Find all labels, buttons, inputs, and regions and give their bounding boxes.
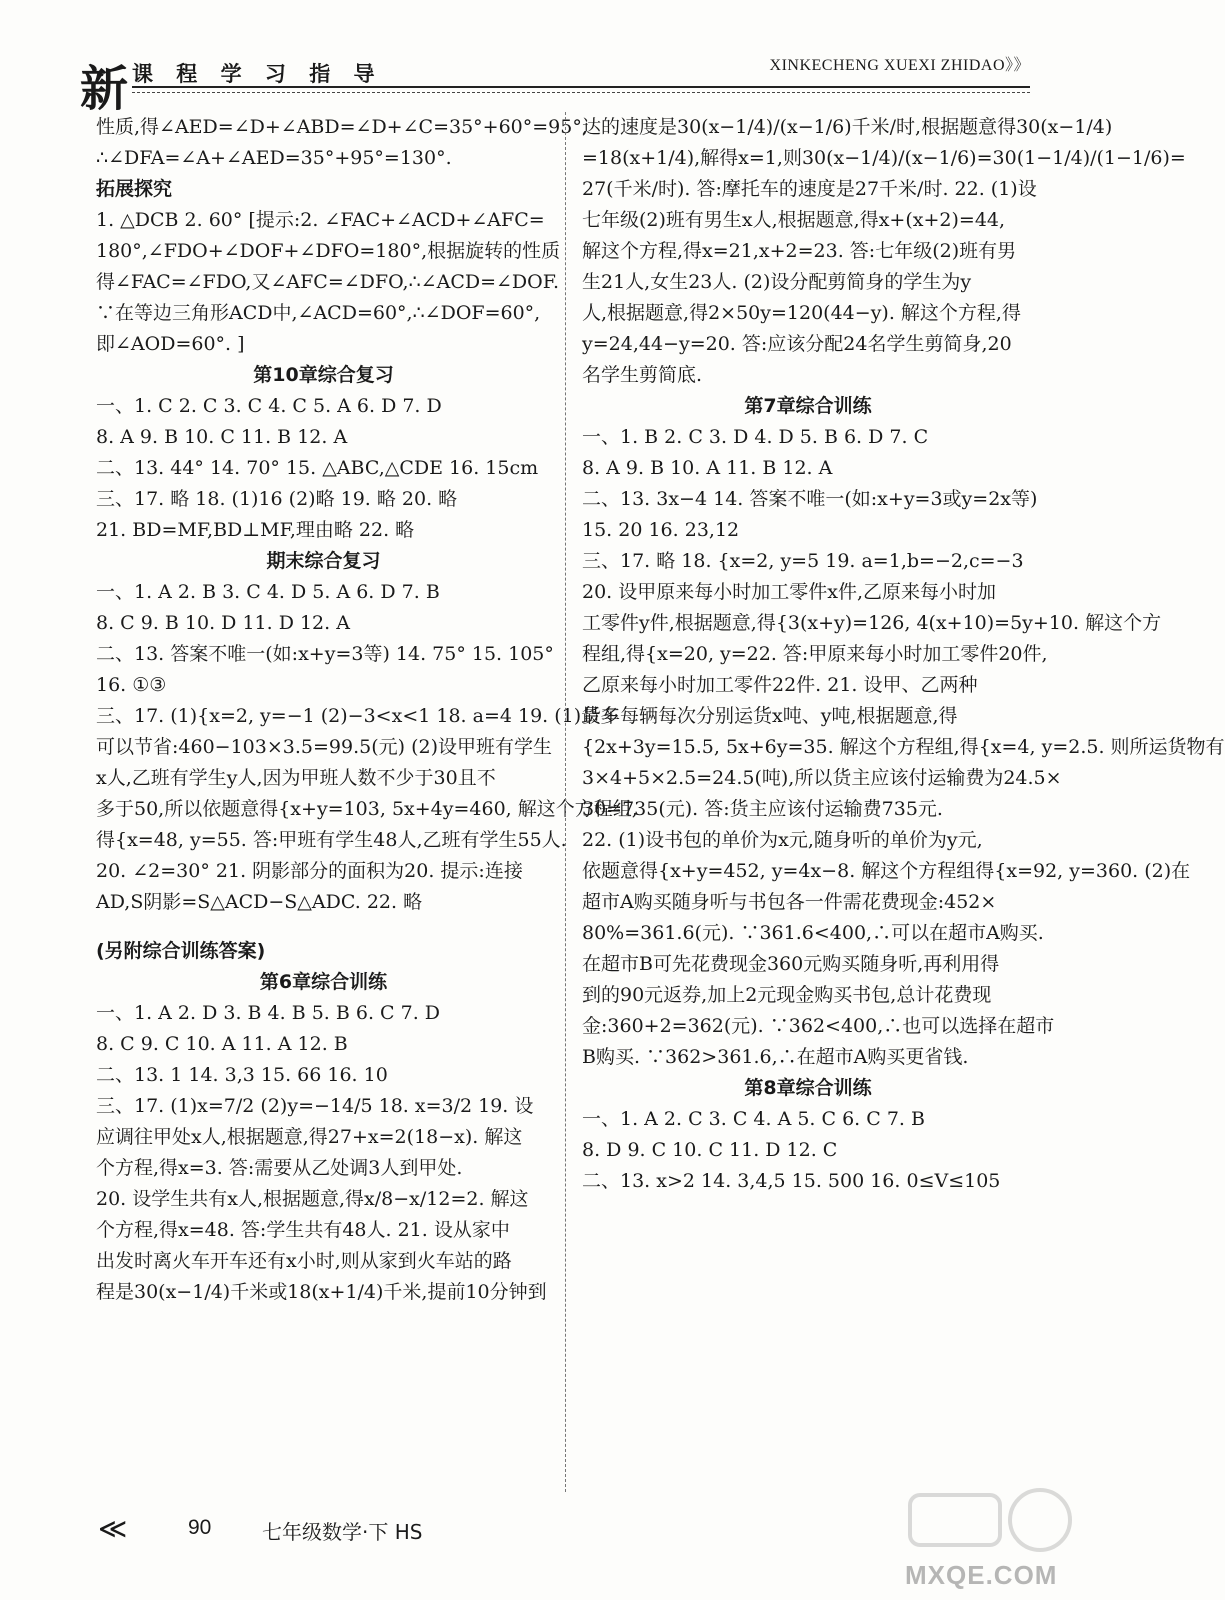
text-line: 三、17. (1){x=2, y=−1 (2)−3<x<1 18. a=4 19. (1)最多 [96,705,620,727]
text-line: 20. 设学生共有x人,根据题意,得x/8−x/12=2. 解这 [96,1188,529,1210]
section-subheading: 拓展探究 [96,178,173,200]
text-line: ∴∠DFA=∠A+∠AED=35°+95°=130°. [96,147,452,169]
text-line: 8. A 9. B 10. A 11. B 12. A [582,457,833,479]
text-line: 依题意得{x+y=452, y=4x−8. 解这个方程组得{x=92, y=360. (2)在 [582,860,1191,882]
text-line: 180°,∠FDO+∠DOF+∠DFO=180°,根据旋转的性质 [96,240,561,262]
text-line: 20. ∠2=30° 21. 阴影部分的面积为20. 提示:连接 [96,860,523,882]
header-english: XINKECHENG XUEXI ZHIDAO》》 [769,57,1030,74]
text-line: 二、13. 答案不唯一(如:x+y=3等) 14. 75° 15. 105° [96,643,554,665]
text-line: 一、1. C 2. C 3. C 4. C 5. A 6. D 7. D [96,395,442,417]
column-divider [565,112,566,1492]
text-line: ∵在等边三角形ACD中,∠ACD=60°,∴∠DOF=60°, [96,302,541,324]
section-title: 第8章综合训练 [744,1077,872,1099]
text-line: B购买. ∵362>361.6,∴在超市A购买更省钱. [582,1046,969,1068]
text-line: x人,乙班有学生y人,因为甲班人数不少于30且不 [96,767,496,789]
text-line: 名学生剪简底. [582,364,703,386]
text-line: 应调往甲处x人,根据题意,得27+x=2(18−x). 解这 [96,1126,523,1148]
text-line: 一、1. A 2. B 3. C 4. D 5. A 6. D 7. B [96,581,440,603]
text-line: 二、13. 3x−4 14. 答案不唯一(如:x+y=3或y=2x等) [582,488,1038,510]
header-title: 课 程 学 习 指 导 [132,62,383,86]
text-line: 生21人,女生23人. (2)设分配剪简身的学生为y [582,271,972,293]
text-line: 乙原来每小时加工零件22件. 21. 设甲、乙两种 [582,674,978,696]
text-line: 个方程,得x=3. 答:需要从乙处调3人到甲处. [96,1157,463,1179]
text-line: =18(x+1/4),解得x=1,则30(x−1/4)/(x−1/6)=30(1−1/4)/(1−1/6)= [582,147,1186,169]
text-line: 性质,得∠AED=∠D+∠ABD=∠D+∠C=35°+60°=95°, [96,116,588,138]
text-line: {2x+3y=15.5, 5x+6y=35. 解这个方程组,得{x=4, y=2.5. 则所运货物有 [582,736,1225,758]
text-line: 8. A 9. B 10. C 11. B 12. A [96,426,348,448]
text-line: 多于50,所以依题意得{x+y=103, 5x+4y=460, 解这个方程组, [96,798,638,820]
text-line: 在超市B可先花费现金360元购买随身听,再利用得 [582,953,1000,975]
right-column [582,112,1225,1197]
text-line: 工零件y件,根据题意,得{3(x+y)=126, 4(x+10)=5y+10. 解这个方 [582,612,1162,634]
text-line: 8. C 9. C 10. A 11. A 12. B [96,1033,348,1055]
text-line: 二、13. 44° 14. 70° 15. △ABC,△CDE 16. 15cm [96,457,539,479]
logo-xin: 新 [80,61,127,117]
page-header [70,50,1030,117]
text-line: 二、13. x>2 14. 3,4,5 15. 500 16. 0≤V≤105 [582,1170,1001,1192]
text-line: 15. 20 16. 23,12 [582,519,740,541]
header-dashed-rule [132,92,1030,93]
text-line: 解这个方程,得x=21,x+2=23. 答:七年级(2)班有男 [582,240,1017,262]
text-line: 三、17. (1)x=7/2 (2)y=−14/5 18. x=3/2 19. 设 [96,1095,534,1117]
left-column [96,112,638,1308]
text-line: 3×4+5×2.5=24.5(吨),所以货主应该付运输费为24.5× [582,767,1062,789]
footer-arrow-icon: ≪ [98,1512,128,1545]
text-line: 超市A购买随身听与书包各一件需花费现金:452× [582,891,997,913]
section-subheading: (另附综合训练答案) [96,940,266,962]
watermark-text: MXQE.COM [905,1560,1058,1590]
text-line: 20. 设甲原来每小时加工零件x件,乙原来每小时加 [582,581,997,603]
text-line: 达的速度是30(x−1/4)/(x−1/6)千米/时,根据题意得30(x−1/4) [582,116,1113,138]
text-line: y=24,44−y=20. 答:应该分配24名学生剪简身,20 [582,333,1012,355]
text-line: 程是30(x−1/4)千米或18(x+1/4)千米,提前10分钟到 [96,1281,547,1303]
text-line: AD,S阴影=S△ACD−S△ADC. 22. 略 [96,891,423,913]
text-line: 得∠FAC=∠FDO,又∠AFC=∠DFO,∴∠ACD=∠DOF. [96,271,560,293]
page-number: 90 [188,1516,212,1539]
spacer [96,918,551,936]
text-line: 得{x=48, y=55. 答:甲班有学生48人,乙班有学生55人. [96,829,567,851]
text-line: 二、13. 1 14. 3,3 15. 66 16. 10 [96,1064,388,1086]
text-line: 货车每辆每次分别运货x吨、y吨,根据题意,得 [582,705,958,727]
text-line: 即∠AOD=60°. ] [96,333,245,355]
text-line: 三、17. 略 18. (1)16 (2)略 19. 略 20. 略 [96,488,458,510]
section-title: 第6章综合训练 [259,971,388,993]
text-line: 27(千米/时). 答:摩托车的速度是27千米/时. 22. (1)设 [582,178,1037,200]
text-line: 22. (1)设书包的单价为x元,随身听的单价为y元, [582,829,983,851]
text-line: 21. BD=MF,BD⊥MF,理由略 22. 略 [96,519,415,541]
text-line: 金:360+2=362(元). ∵362<400,∴也可以选择在超市 [582,1015,1055,1037]
text-line: 一、1. A 2. D 3. B 4. B 5. B 6. C 7. D [96,1002,441,1024]
section-title: 期末综合复习 [266,550,381,572]
header-rule [132,86,1030,88]
text-line: 程组,得{x=20, y=22. 答:甲原来每小时加工零件20件, [582,643,1048,665]
text-line: 可以节省:460−103×3.5=99.5(元) (2)设甲班有学生 [96,736,552,758]
text-line: 个方程,得x=48. 答:学生共有48人. 21. 设从家中 [96,1219,510,1241]
text-line: 16. ①③ [96,674,167,696]
text-line: 一、1. B 2. C 3. D 4. D 5. B 6. D 7. C [582,426,929,448]
footer-grade-label: 七年级数学·下 HS [262,1520,423,1544]
text-line: 8. C 9. B 10. D 11. D 12. A [96,612,350,634]
section-title: 第7章综合训练 [744,395,872,417]
text-line: 80%=361.6(元). ∵361.6<400,∴可以在超市A购买. [582,922,1044,944]
text-line: 三、17. 略 18. {x=2, y=5 19. a=1,b=−2,c=−3 [582,550,1024,572]
text-line: 人,根据题意,得2×50y=120(44−y). 解这个方程,得 [582,302,1021,324]
text-line: 到的90元返券,加上2元现金购买书包,总计花费现 [582,984,992,1006]
text-line: 8. D 9. C 10. C 11. D 12. C [582,1139,838,1161]
text-line: 1. △DCB 2. 60° [提示:2. ∠FAC+∠ACD+∠AFC= [96,209,545,231]
text-line: 七年级(2)班有男生x人,根据题意,得x+(x+2)=44, [582,209,1006,231]
section-title: 第10章综合复习 [253,364,394,386]
text-line: 出发时离火车开车还有x小时,则从家到火车站的路 [96,1250,512,1272]
text-line: 30=735(元). 答:货主应该付运输费735元. [582,798,943,820]
text-line: 一、1. A 2. C 3. C 4. A 5. C 6. C 7. B [582,1108,925,1130]
